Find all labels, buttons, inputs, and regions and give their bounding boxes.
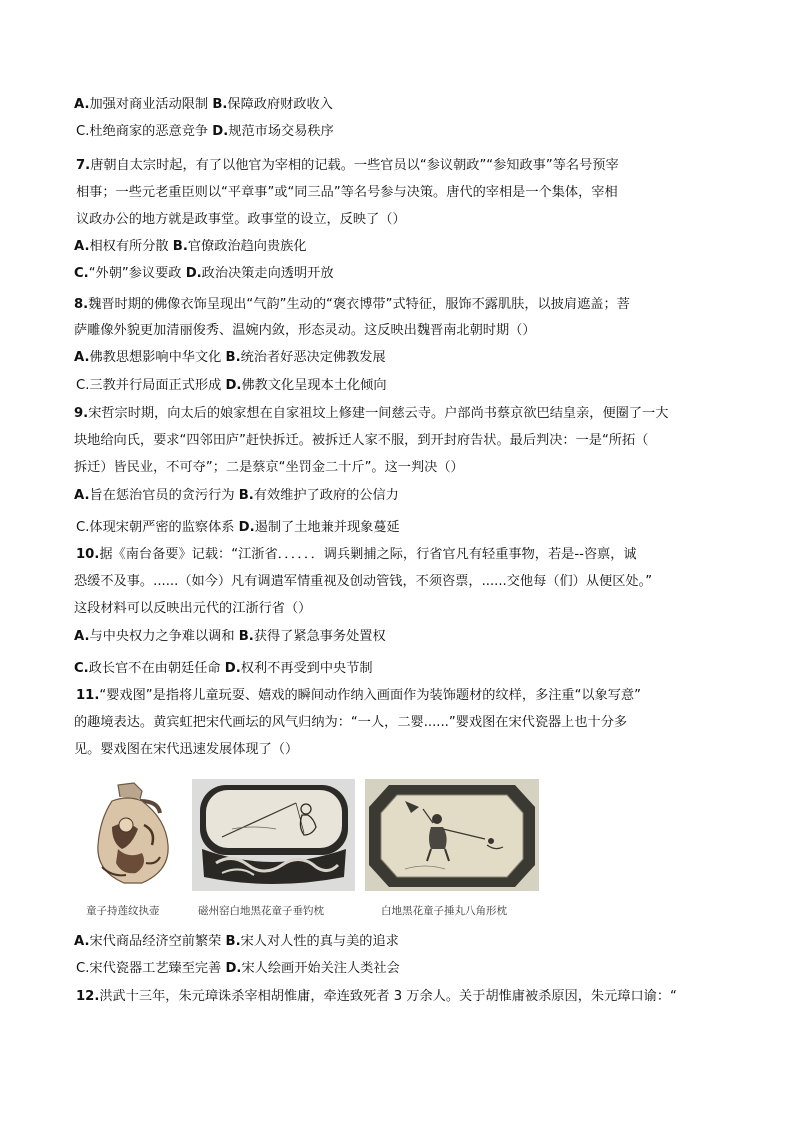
option-b-label: B. [238, 629, 254, 644]
q8-stem-line-1 [74, 296, 630, 314]
option-c-label: C. [76, 520, 90, 535]
question-stem-text: 洪武十三年，朱元璋诛杀宰相胡惟庸，牵连致死者 3 万余人。关于胡惟庸被杀原因，朱元璋口谕：“ [99, 989, 677, 1004]
option-c-text: “外朝”参议要政 [88, 266, 182, 281]
option-a-label: A. [74, 488, 90, 503]
option-a-text: 与中央权力之争难以调和 [89, 629, 235, 644]
option-a-text: 加强对商业活动限制 [89, 97, 209, 112]
q7-stem-line-2: 相事；一些元老重臣则以“平章事”或“同三品”等名号参与决策。唐代的宰相是一个集体，宰相 [76, 185, 618, 200]
q11-stem-line-3: 见。婴戏图在宋代迅速发展体现了（） [74, 742, 299, 757]
option-d-label: D. [224, 661, 241, 676]
option-d-text: 佛教文化呈现本土化倾向 [241, 378, 387, 393]
question-number: 11. [76, 688, 100, 703]
lotus-child-ewer-image [82, 779, 185, 891]
q9-options-ab [74, 487, 399, 505]
q8-options-cd [76, 377, 387, 395]
option-b-label: B. [225, 934, 241, 949]
q10-stem-line-2: 恐缓不及事。......（如今）凡有调遣军情重视及创动管钱，不须咨票，......交他每（们）从便区处。” [74, 574, 653, 589]
q9-stem-line-3: 拆迁）皆民业，不可夺”；二是蔡京“坐罚金二十斤”。这一判决（） [74, 460, 464, 475]
option-a-text: 佛教思想影响中华文化 [89, 350, 222, 365]
question-stem-text: 据《南台备要》记载：“江浙省．．．．．．调兵剿捕之际，行省官凡有轻重事物，若是--咨禀，诚 [99, 547, 637, 562]
option-d-text: 权利不再受到中央节制 [240, 661, 373, 676]
option-b-text: 统治者好恶决定佛教发展 [240, 350, 386, 365]
image-caption-3: 白地黑花童子捶丸八角形枕 [381, 905, 507, 917]
q6-options-ab [74, 96, 333, 114]
option-b-label: B. [172, 239, 188, 254]
q12-stem-line-1 [76, 988, 677, 1006]
image-caption-1: 童子持莲纹执壶 [86, 905, 160, 917]
option-b-text: 有效维护了政府的公信力 [253, 488, 399, 503]
q11-options-cd [76, 960, 400, 978]
option-d-label: D. [238, 520, 255, 535]
option-a-label: A. [74, 239, 90, 254]
q10-options-ab [74, 628, 386, 646]
option-d-text: 宋人绘画开始关注人类社会 [241, 961, 400, 976]
q9-options-cd [76, 519, 400, 537]
q10-options-cd [74, 660, 373, 678]
q7-options-ab [74, 238, 307, 256]
question-stem-text: 唐朝自太宗时起，有了以他官为宰相的记载。一些官员以“参议朝政”“参知政事”等名号预宰 [90, 158, 619, 173]
q9-stem-line-1 [74, 405, 668, 423]
option-d-label: D. [185, 266, 202, 281]
option-d-text: 政治决策走向透明开放 [201, 266, 334, 281]
question-number: 8. [74, 297, 89, 312]
q9-stem-line-2: 块地给向氏，要求“四邻田庐”赶快拆迁。被拆迁人家不服，到开封府告状。最后判决：一是“所拓（ [74, 433, 649, 448]
option-b-text: 获得了紧急事务处置权 [253, 629, 386, 644]
option-b-text: 宋人对人性的真与美的追求 [240, 934, 399, 949]
octagonal-chuiwan-pillow-image [365, 779, 539, 891]
q7-stem-line-3: 议政办公的地方就是政事堂。政事堂的设立，反映了（） [76, 212, 406, 227]
option-b-label: B. [212, 97, 228, 112]
image-caption-2: 磁州窑白地黑花童子垂钓枕 [198, 905, 324, 917]
cizhou-fishing-pillow-image [192, 779, 355, 891]
option-c-text: 宋代瓷器工艺臻至完善 [89, 961, 222, 976]
option-a-label: A. [74, 934, 90, 949]
q7-stem-line-1 [76, 157, 619, 175]
option-c-label: C. [76, 378, 90, 393]
option-a-label: A. [74, 350, 90, 365]
question-stem-text: “婴戏图”是指将儿童玩耍、嬉戏的瞬间动作纳入画面作为装饰题材的纹样，多注重“以象写意” [99, 688, 642, 703]
option-c-label: C. [76, 124, 90, 139]
option-c-text: 政长官不在由朝廷任命 [88, 661, 221, 676]
question-stem-text: 魏晋时期的佛像衣饰呈现出“气韵”生动的“褒衣博带”式特征，服饰不露肌肤，以披肩遮盖；菩 [88, 297, 630, 312]
option-a-label: A. [74, 629, 90, 644]
option-c-label: C. [74, 661, 89, 676]
question-number: 7. [76, 158, 91, 173]
option-d-label: D. [212, 124, 229, 139]
question-number: 10. [76, 547, 100, 562]
q7-options-cd [74, 265, 334, 283]
option-a-text: 旨在惩治官员的贪污行为 [89, 488, 235, 503]
option-d-label: D. [225, 961, 242, 976]
option-a-label: A. [74, 97, 90, 112]
option-d-text: 规范市场交易秩序 [228, 124, 334, 139]
option-b-label: B. [225, 350, 241, 365]
option-a-text: 宋代商品经济空前繁荣 [89, 934, 222, 949]
option-b-text: 官僚政治趋向贵族化 [187, 239, 307, 254]
option-c-text: 三教并行局面正式形成 [89, 378, 222, 393]
option-a-text: 相权有所分散 [89, 239, 169, 254]
q11-stem-line-2: 的趣境表达。黄宾虹把宋代画坛的风气归纳为：“一人，二婴......”婴戏图在宋代瓷器上也十分多 [74, 715, 628, 730]
q8-stem-line-2: 萨雕像外貌更加清丽俊秀、温婉内敛，形态灵动。这反映出魏晋南北朝时期（） [74, 323, 536, 338]
q10-stem-line-3: 这段材料可以反映出元代的江浙行省（） [74, 601, 312, 616]
option-c-label: C. [76, 961, 90, 976]
q10-stem-line-1 [76, 546, 637, 564]
option-d-label: D. [225, 378, 242, 393]
option-d-text: 遏制了土地兼并现象蔓延 [254, 520, 400, 535]
option-b-label: B. [238, 488, 254, 503]
option-b-text: 保障政府财政收入 [227, 97, 333, 112]
q8-options-ab [74, 349, 386, 367]
option-c-text: 杜绝商家的恶意竞争 [89, 124, 209, 139]
q11-stem-line-1 [76, 687, 641, 705]
q11-options-ab [74, 933, 399, 951]
question-number: 12. [76, 989, 100, 1004]
question-stem-text: 宋哲宗时期，向太后的娘家想在自家祖坟上修建一间慈云寺。户部尚书蔡京欲巴结皇亲，便圈了一大 [88, 406, 669, 421]
question-number: 9. [74, 406, 89, 421]
option-c-label: C. [74, 266, 89, 281]
option-c-text: 体现宋朝严密的监察体系 [89, 520, 235, 535]
q6-options-cd [76, 123, 334, 141]
